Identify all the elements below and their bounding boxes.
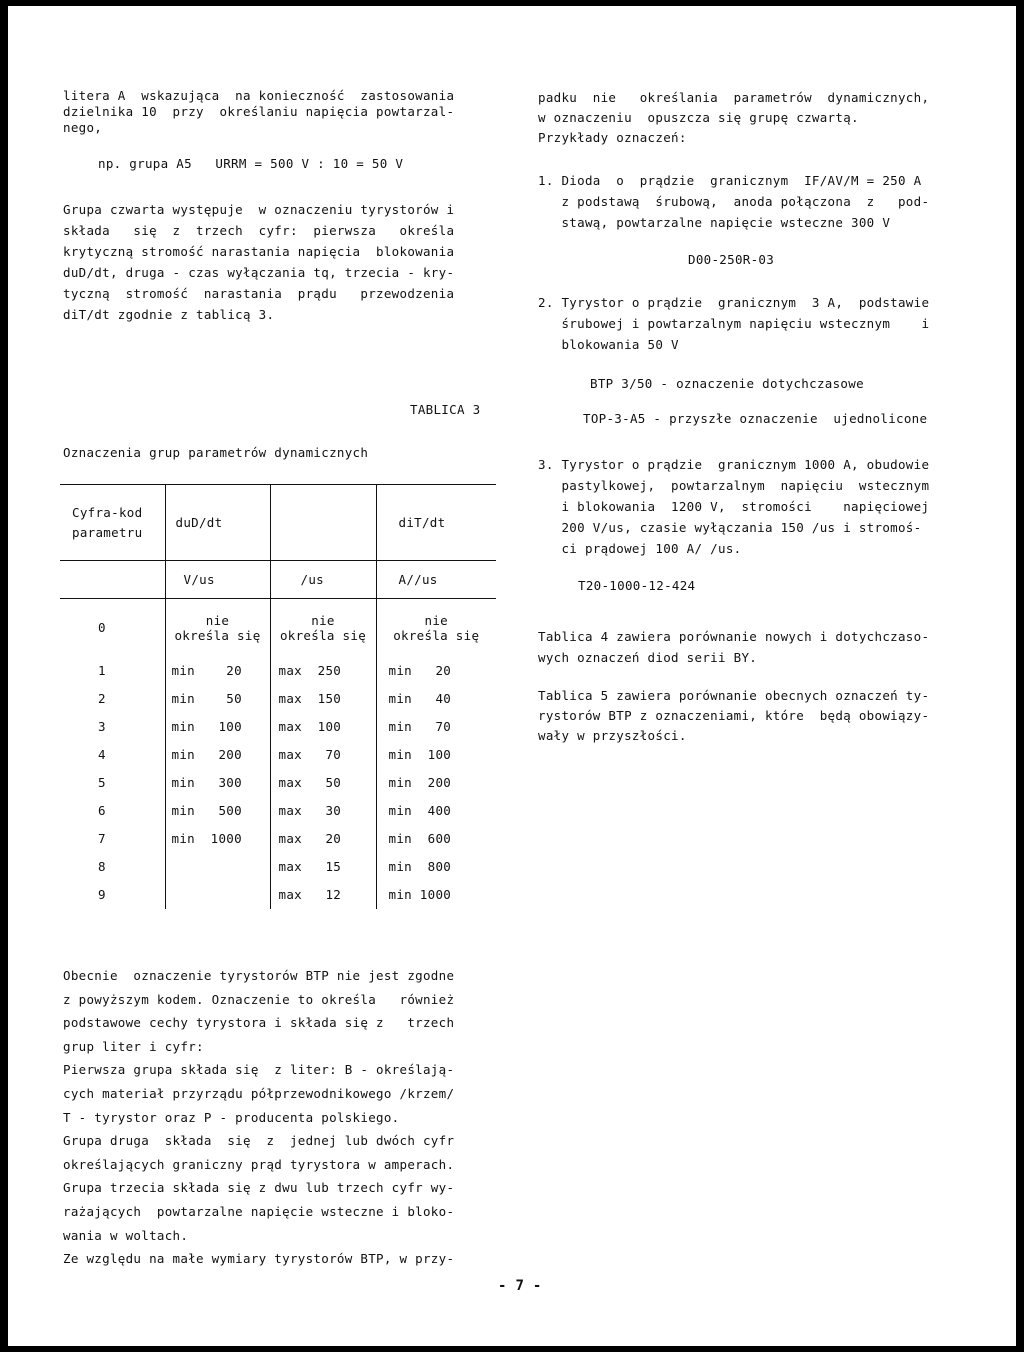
row-tq-value: max 15 bbox=[270, 853, 376, 881]
text-line: ci prądowej 100 A/ /us. bbox=[538, 541, 742, 556]
left-paragraph-2 bbox=[63, 199, 454, 325]
text-line: rystorów BTP z oznaczeniami, które będą obowiązy- bbox=[538, 708, 930, 723]
example-line: np. grupa A5 URRM = 500 V : 10 = 50 V bbox=[98, 156, 404, 171]
row-code: 5 bbox=[98, 775, 106, 790]
example-2-old-code: BTP 3/50 - oznaczenie dotychczasowe bbox=[590, 376, 864, 391]
row-code: 8 bbox=[98, 859, 106, 874]
row-code: 0 bbox=[98, 620, 106, 636]
example-1-code: D00-250R-03 bbox=[688, 252, 775, 267]
text-line: 200 V/us, czasie wyłączania 150 /us i stromoś- bbox=[538, 520, 922, 535]
text-line: wały w przyszłości. bbox=[538, 728, 687, 743]
example-2 bbox=[538, 292, 929, 355]
example-3-code: T20-1000-12-424 bbox=[578, 578, 696, 593]
table-body bbox=[60, 599, 496, 909]
text-line: Obecnie oznaczenie tyrystorów BTP nie jest zgodne bbox=[63, 968, 455, 983]
row-dit-value: min 40 bbox=[376, 685, 496, 713]
text-line: podstawowe cechy tyrystora i składa się z trzech bbox=[63, 1015, 455, 1031]
page-number: - 7 - bbox=[498, 1278, 542, 1294]
text-line: wania w woltach. bbox=[63, 1227, 189, 1243]
unit-dit: A//us bbox=[376, 561, 496, 599]
text-line: z podstawą śrubową, anoda połączona z pod- bbox=[538, 194, 930, 209]
row-code: 4 bbox=[98, 747, 106, 762]
row-dit-value: min 100 bbox=[376, 741, 496, 769]
example-3 bbox=[538, 454, 929, 559]
row-dit-value: min 200 bbox=[376, 769, 496, 797]
row-dud-value: min 50 bbox=[165, 685, 270, 713]
row-tq-value: max 20 bbox=[270, 825, 376, 853]
row-code: 6 bbox=[98, 803, 106, 818]
bottom-paragraph bbox=[63, 964, 454, 1271]
row-dit-value: min 400 bbox=[376, 797, 496, 825]
row-code: 7 bbox=[98, 831, 106, 846]
text-line: określających graniczny prąd tyrystora w amperach. bbox=[63, 1156, 455, 1172]
header-dud: duD/dt bbox=[165, 485, 270, 561]
text-line: duD/dt, druga - czas wyłączania tq, trzecia - kry- bbox=[63, 265, 455, 280]
row-dud-value: min 500 bbox=[165, 797, 270, 825]
row-tq-value: max 100 bbox=[270, 713, 376, 741]
row-tq-value: max 12 bbox=[270, 881, 376, 909]
text-line: składa się z trzech cyfr: pierwsza określa bbox=[63, 223, 455, 238]
text-line: Grupa czwarta występuje w oznaczeniu tyrystorów i bbox=[63, 202, 455, 217]
text-line: śrubowej i powtarzalnym napięciu wstecznym i bbox=[538, 316, 930, 331]
table-row bbox=[60, 881, 496, 909]
unit-tq: /us bbox=[270, 561, 376, 599]
text-line: 1. Dioda o prądzie granicznym IF/AV/M = 250 A bbox=[538, 173, 922, 188]
unit-dud: V/us bbox=[165, 561, 270, 599]
table-row bbox=[60, 853, 496, 881]
header-code-line: Cyfra-kod bbox=[72, 504, 143, 520]
row-code: 1 bbox=[98, 663, 106, 678]
row-tq-value: max 50 bbox=[270, 769, 376, 797]
row-dud-value: min 1000 bbox=[165, 825, 270, 853]
text-line: Pierwsza grupa składa się z liter: B - określają- bbox=[63, 1062, 455, 1078]
row-code: 9 bbox=[98, 887, 106, 902]
row-dud-value bbox=[165, 853, 270, 881]
text-line: w oznaczeniu opuszcza się grupę czwartą. bbox=[538, 110, 859, 125]
table-row bbox=[60, 599, 496, 657]
text-line: Przykłady oznaczeń: bbox=[538, 130, 687, 145]
text-line: krytyczną stromość narastania napięcia blokowania bbox=[63, 244, 455, 259]
header-code-line: parametru bbox=[72, 524, 143, 540]
row-dud-value: min 100 bbox=[165, 713, 270, 741]
row-dud-value: min 20 bbox=[165, 657, 270, 685]
dynamic-parameters-table bbox=[60, 484, 496, 909]
document-page bbox=[8, 6, 1016, 1346]
header-dit: diT/dt bbox=[376, 485, 496, 561]
text-line: stawą, powtarzalne napięcie wsteczne 300 V bbox=[538, 215, 891, 230]
table-row bbox=[60, 769, 496, 797]
header-code bbox=[60, 485, 165, 561]
row-dud-value: min 200 bbox=[165, 741, 270, 769]
table-row bbox=[60, 657, 496, 685]
row-tq-value: nie określa się bbox=[270, 599, 376, 657]
left-paragraph-1 bbox=[63, 88, 454, 136]
row-tq-value: max 70 bbox=[270, 741, 376, 769]
text-line: z powyższym kodem. Oznaczenie to określa również bbox=[63, 991, 455, 1007]
note-table-5 bbox=[538, 686, 929, 746]
units-empty bbox=[60, 561, 165, 599]
text-line: T - tyrystor oraz P - producenta polskiego. bbox=[63, 1109, 400, 1125]
text-line: cych materiał przyrządu półprzewodnikowego /krzem/ bbox=[63, 1085, 455, 1101]
row-tq-value: max 30 bbox=[270, 797, 376, 825]
table-row bbox=[60, 741, 496, 769]
row-code: 3 bbox=[98, 719, 106, 734]
row-dud-value: nie określa się bbox=[165, 599, 270, 657]
text-line: 3. Tyrystor o prądzie granicznym 1000 A, obudowie bbox=[538, 457, 930, 472]
row-dit-value: min 20 bbox=[376, 657, 496, 685]
text-line: litera A wskazująca na konieczność zastosowania bbox=[63, 88, 455, 103]
text-line: tyczną stromość narastania prądu przewodzenia bbox=[63, 286, 455, 301]
table-row bbox=[60, 825, 496, 853]
row-dit-value: nie określa się bbox=[376, 599, 496, 657]
table-caption: Oznaczenia grup parametrów dynamicznych bbox=[63, 445, 369, 460]
row-dit-value: min 600 bbox=[376, 825, 496, 853]
table-row bbox=[60, 713, 496, 741]
text-line: grup liter i cyfr: bbox=[63, 1038, 204, 1054]
table-label: TABLICA 3 bbox=[410, 402, 481, 417]
row-dud-value bbox=[165, 881, 270, 909]
text-line: pastylkowej, powtarzalnym napięciu wstecznym bbox=[538, 478, 930, 493]
row-dit-value: min 1000 bbox=[376, 881, 496, 909]
text-line: nego, bbox=[63, 120, 103, 135]
table-header-row bbox=[60, 485, 496, 561]
text-line: dzielnika 10 przy określaniu napięcia powtarzal- bbox=[63, 104, 455, 119]
table-row bbox=[60, 797, 496, 825]
example-2-new-code: TOP-3-A5 - przyszłe oznaczenie ujednolicone bbox=[583, 411, 928, 426]
row-dud-value: min 300 bbox=[165, 769, 270, 797]
table-row bbox=[60, 685, 496, 713]
row-tq-value: max 250 bbox=[270, 657, 376, 685]
row-tq-value: max 150 bbox=[270, 685, 376, 713]
text-line: Grupa trzecia składa się z dwu lub trzech cyfr wy- bbox=[63, 1180, 455, 1196]
example-1 bbox=[538, 170, 929, 233]
row-code: 2 bbox=[98, 691, 106, 706]
text-line: 2. Tyrystor o prądzie granicznym 3 A, podstawie bbox=[538, 295, 930, 310]
text-line: padku nie określania parametrów dynamicznych, bbox=[538, 90, 930, 105]
text-line: blokowania 50 V bbox=[538, 337, 679, 352]
table-units-row bbox=[60, 561, 496, 599]
text-line: diT/dt zgodnie z tablicą 3. bbox=[63, 307, 275, 322]
header-empty bbox=[270, 485, 376, 561]
text-line: Ze względu na małe wymiary tyrystorów BTP, w przy- bbox=[63, 1251, 455, 1267]
text-line: wych oznaczeń diod serii BY. bbox=[538, 650, 758, 665]
text-line: i blokowania 1200 V, stromości napięciowej bbox=[538, 499, 930, 514]
text-line: Tablica 4 zawiera porównanie nowych i dotychczaso- bbox=[538, 629, 930, 644]
right-paragraph-1 bbox=[538, 88, 929, 148]
row-dit-value: min 70 bbox=[376, 713, 496, 741]
note-table-4 bbox=[538, 626, 929, 668]
text-line: Grupa druga składa się z jednej lub dwóch cyfr bbox=[63, 1133, 455, 1149]
row-dit-value: min 800 bbox=[376, 853, 496, 881]
text-line: rażających powtarzalne napięcie wsteczne i bloko- bbox=[63, 1203, 455, 1219]
text-line: Tablica 5 zawiera porównanie obecnych oznaczeń ty- bbox=[538, 688, 930, 703]
